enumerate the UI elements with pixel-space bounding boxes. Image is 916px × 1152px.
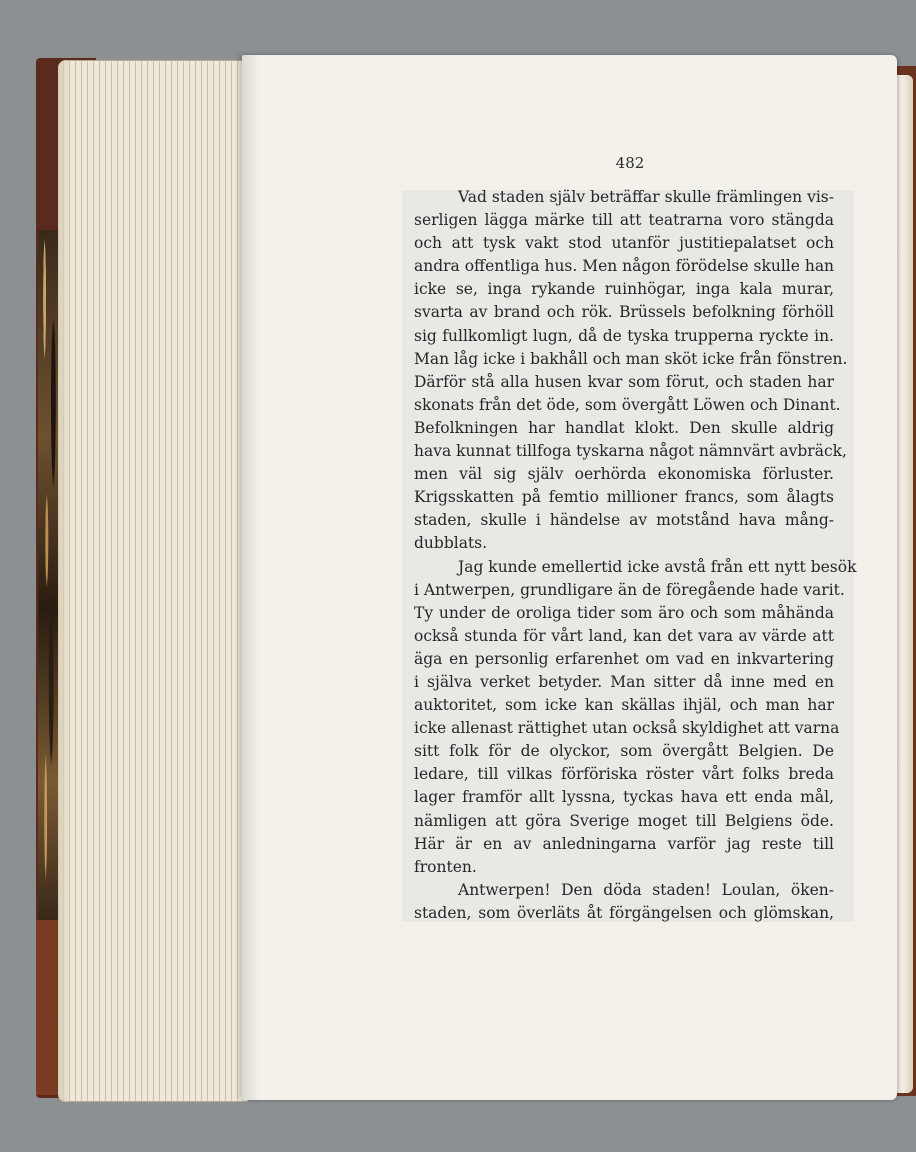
text-line: Ty under de oroliga tider som äro och som måhända	[414, 603, 834, 622]
page-stack-shade	[58, 60, 72, 1102]
text-line: hava kunnat tillfoga tyskarna något nämnvärt avbräck,	[414, 442, 847, 461]
body-text	[414, 186, 857, 925]
text-line: svarta av brand och rök. Brüssels befolkning förhöll	[414, 303, 834, 322]
text-line: Befolkningen har handlat klokt. Den skulle aldrig	[414, 418, 834, 437]
text-line: Man låg icke i bakhåll och man sköt icke från fönstren.	[414, 349, 848, 368]
text-line: och att tysk vakt stod utanför justitiepalatset och	[414, 234, 834, 253]
text-line: andra offentliga hus. Men någon förödelse skulle han	[414, 257, 835, 276]
text-line: auktoritet, som icke kan skällas ihjäl, och man har	[414, 696, 834, 715]
text-line: men väl sig själv oerhörda ekonomiska förluster.	[414, 465, 834, 484]
text-line: dubblats.	[414, 534, 488, 553]
marbled-board	[38, 230, 60, 920]
text-line: sitt folk för de olyckor, som övergått Belgien. De	[414, 742, 834, 761]
text-line: sig fullkomligt lugn, då de tyska trupperna ryckte in.	[414, 326, 834, 345]
page-gutter	[242, 55, 260, 1100]
page-edges-stack	[58, 60, 248, 1102]
text-line: icke se, inga rykande ruinhögar, inga kala murar,	[414, 280, 834, 299]
text-line: äga en personlig erfarenhet om vad en inkvartering	[414, 649, 834, 668]
text-line: fronten.	[414, 857, 477, 876]
text-line: också stunda för vårt land, kan det vara av värde att	[414, 626, 834, 645]
page-number: 482	[615, 154, 645, 172]
text-line: Krigsskatten på femtio millioner francs, som ålagts	[414, 488, 834, 507]
text-line: ledare, till vilkas förföriska röster vårt folks breda	[414, 765, 834, 784]
text-line: serligen lägga märke till att teatrarna voro stängda	[414, 211, 834, 230]
text-line: nämligen att göra Sverige moget till Belgiens öde.	[414, 811, 834, 830]
text-line: Vad staden själv beträffar skulle främlingen vis-	[458, 188, 834, 206]
text-line: staden, skulle i händelse av motstånd hava mång-	[414, 511, 834, 530]
text-line: lager framför allt lyssna, tyckas hava ett enda mål,	[414, 788, 834, 807]
text-line: i själva verket betyder. Man sitter då inne med en	[414, 672, 834, 691]
text-line: skonats från det öde, som övergått Löwen och Dinant.	[414, 395, 841, 414]
text-line: Här är en av anledningarna varför jag reste till	[414, 834, 834, 853]
text-line: icke allenast rättighet utan också skyldighet att varna	[414, 719, 840, 738]
text-line: Antwerpen! Den döda staden! Loulan, öken-	[458, 880, 834, 899]
text-line: staden, som överläts åt förgängelsen och glömskan,	[414, 903, 834, 922]
text-line: Därför stå alla husen kvar som förut, och staden har	[414, 372, 834, 391]
text-line: Jag kunde emellertid icke avstå från ett nytt besök	[458, 557, 857, 576]
text-line: i Antwerpen, grundligare än de föregående hade varit.	[414, 580, 845, 599]
